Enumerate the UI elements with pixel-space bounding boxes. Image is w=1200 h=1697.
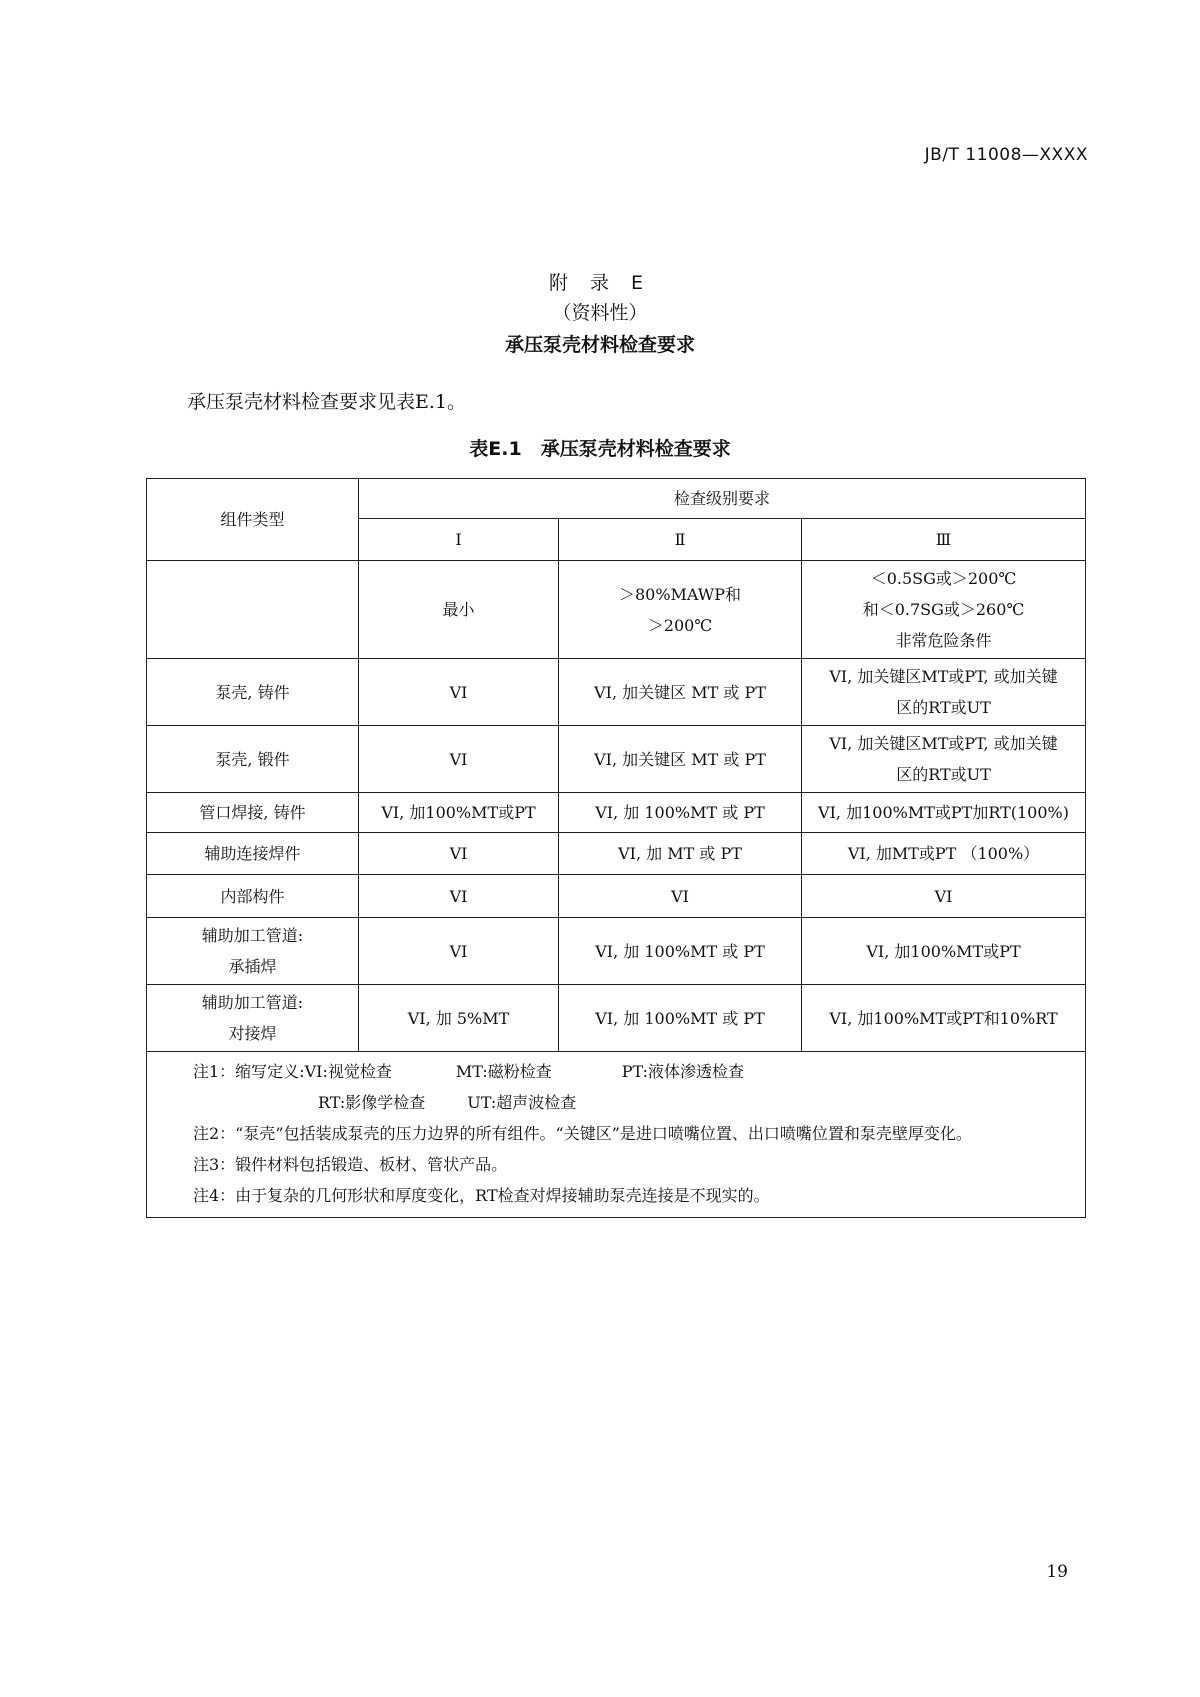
table-cell: VI, 加 100%MT 或 PT [559, 918, 802, 985]
table-cell: 管口焊接, 铸件 [147, 793, 359, 833]
note-1-label: 注1：缩写定义: [193, 1062, 305, 1081]
cell-line: 区的RT或UT [896, 765, 991, 784]
page-number: 19 [1046, 1562, 1068, 1582]
appendix-name: 承压泵壳材料检查要求 [504, 334, 695, 356]
table-caption: 表E.1 承压泵壳材料检查要求 [469, 438, 731, 460]
appendix-type: （资料性） [552, 302, 648, 324]
note-1-pt: PT:液体渗透检查 [621, 1062, 745, 1081]
header-inspection-level: 检查级别要求 [359, 479, 1086, 519]
table-cell: VI, 加关键区 MT 或 PT [559, 659, 802, 726]
table-cell: VI [359, 875, 559, 918]
table-cell: 泵壳, 锻件 [147, 726, 359, 793]
table-cell [147, 561, 359, 659]
table-cell: VI, 加MT或PT （100%） [802, 833, 1086, 875]
table-cell: VI, 加100%MT或PT [359, 793, 559, 833]
cell-line: VI, 加关键区MT或PT, 或加关键 [829, 734, 1058, 753]
table-cell: VI [359, 833, 559, 875]
note-1-mt: MT:磁粉检查 [455, 1062, 552, 1081]
note-4: 注4：由于复杂的几何形状和厚度变化，RT检查对焊接辅助泵壳连接是不现实的。 [193, 1186, 770, 1205]
cell-line: 非常危险条件 [895, 631, 992, 650]
cell-line: 和＜0.7SG或＞260℃ [862, 600, 1025, 619]
table-cell: VI [559, 875, 802, 918]
table-cell: VI [359, 726, 559, 793]
table-cell [802, 659, 1086, 726]
header-level-1: Ⅰ [359, 519, 559, 561]
note-2: 注2：“泵壳”包括装成泵壳的压力边界的所有组件。“关键区”是进口喷嘴位置、出口喷嘴位置和泵壳壁厚变化。 [193, 1124, 972, 1143]
table-cell [559, 561, 802, 659]
note-1-vi: VI:视觉检查 [304, 1062, 392, 1081]
table-cell: VI, 加100%MT或PT加RT(100%) [802, 793, 1086, 833]
cell-line: 辅助加工管道: [201, 926, 304, 945]
header-level-3: Ⅲ [802, 519, 1086, 561]
table-cell: 内部构件 [147, 875, 359, 918]
cell-line: ＞200℃ [647, 615, 713, 635]
table-cell: VI, 加 5%MT [359, 985, 559, 1052]
table-cell: 泵壳, 铸件 [147, 659, 359, 726]
table-cell: 辅助连接焊件 [147, 833, 359, 875]
table-cell: 最小 [359, 561, 559, 659]
note-1-cont [193, 1087, 1073, 1118]
table-cell: VI, 加100%MT或PT和10%RT [802, 985, 1086, 1052]
table-cell: VI, 加100%MT或PT [802, 918, 1086, 985]
intro-paragraph: 承压泵壳材料检查要求见表E.1。 [187, 391, 466, 413]
note-3: 注3：锻件材料包括锻造、板材、管状产品。 [193, 1155, 508, 1174]
table-row [147, 659, 1086, 726]
table-row [147, 833, 1086, 875]
table-cell: VI, 加 100%MT 或 PT [559, 793, 802, 833]
table-cell: VI, 加 MT 或 PT [559, 833, 802, 875]
table-cell: VI [359, 659, 559, 726]
appendix-title: 附 录 E [548, 272, 652, 294]
table-cell [147, 985, 359, 1052]
table-notes-row [147, 1052, 1086, 1218]
table-row [147, 875, 1086, 918]
table-cell [147, 918, 359, 985]
header-component-type: 组件类型 [147, 479, 359, 561]
table-row [147, 985, 1086, 1052]
note-1-ut: UT:超声波检查 [467, 1093, 577, 1112]
table-cell: VI, 加 100%MT 或 PT [559, 985, 802, 1052]
cell-line: 承插焊 [228, 957, 277, 976]
table-row [147, 793, 1086, 833]
note-1-rt: RT:影像学检查 [318, 1093, 426, 1112]
table-cell: VI [359, 918, 559, 985]
table-cell [802, 726, 1086, 793]
cell-line: ＞80%MAWP和 [618, 584, 742, 604]
header-level-2: Ⅱ [559, 519, 802, 561]
cell-line: 区的RT或UT [896, 698, 991, 717]
standard-code: JB/T 11008—XXXX [924, 145, 1088, 165]
cell-line: ＜0.5SG或＞200℃ [870, 569, 1017, 588]
cell-line: 对接焊 [228, 1024, 277, 1043]
table-row [147, 918, 1086, 985]
cell-line: VI, 加关键区MT或PT, 或加关键 [829, 667, 1058, 686]
table-row [147, 561, 1086, 659]
table-row [147, 726, 1086, 793]
inspection-requirements-table [146, 478, 1086, 1218]
table-cell: VI [802, 875, 1086, 918]
cell-line: 辅助加工管道: [201, 993, 304, 1012]
note-1 [193, 1056, 1073, 1087]
table-cell [802, 561, 1086, 659]
table-cell: VI, 加关键区 MT 或 PT [559, 726, 802, 793]
table-notes [147, 1052, 1086, 1218]
